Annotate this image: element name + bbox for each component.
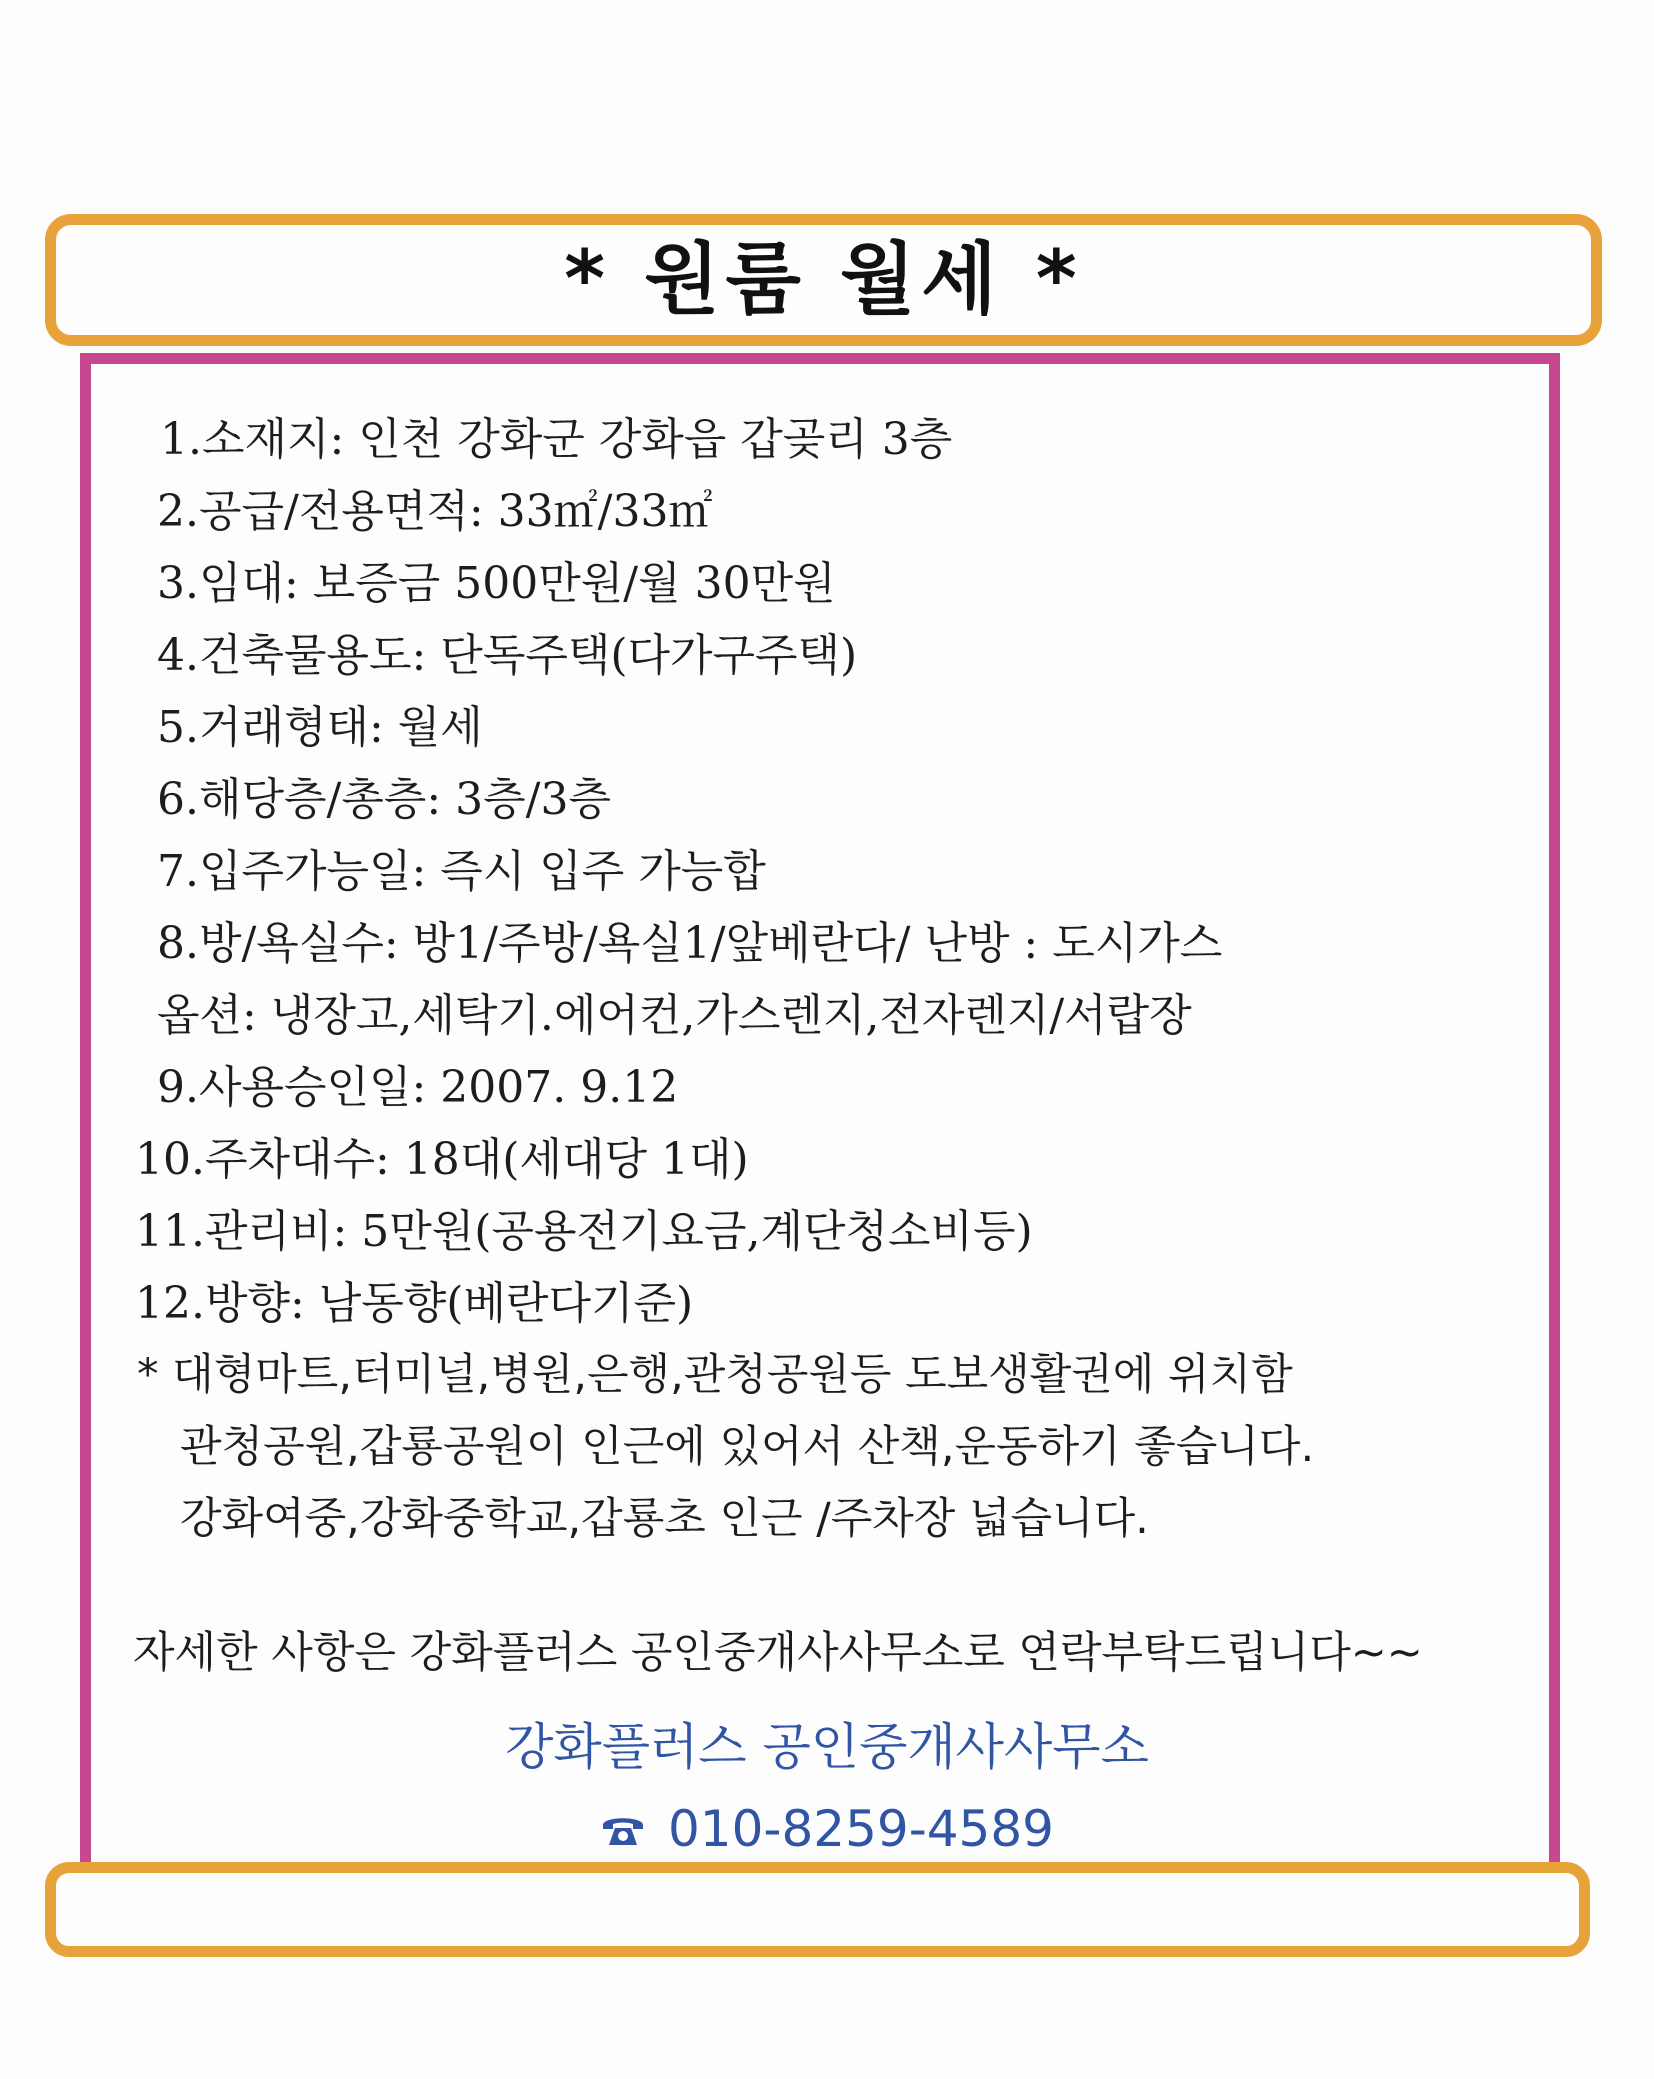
item-building-use: 4.건축물용도: 단독주택(다가구주택) <box>157 630 858 681</box>
item-area: 2.공급/전용면적: 33㎡/33㎡ <box>157 486 713 537</box>
item-approval-date: 9.사용승인일: 2007. 9.12 <box>157 1062 679 1113</box>
item-move-in: 7.입주가능일: 즉시 입주 가능합 <box>157 846 766 897</box>
item-options: 옵션: 냉장고,세탁기.에어컨,가스렌지,전자렌지/서랍장 <box>157 990 1192 1041</box>
item-maintenance-fee: 11.관리비: 5만원(공용전기요금,계단청소비등) <box>135 1206 1033 1257</box>
phone-line <box>0 1800 1654 1858</box>
item-rooms: 8.방/욕실수: 방1/주방/욕실1/앞베란다/ 난방 : 도시가스 <box>157 918 1223 969</box>
bottom-banner <box>45 1862 1590 1957</box>
item-parking: 10.주차대수: 18대(세대당 1대) <box>135 1134 749 1185</box>
closing-text: 자세한 사항은 강화플러스 공인중개사사무소로 연락부탁드립니다~~ <box>133 1628 1423 1678</box>
note-schools: 강화여중,강화중학교,갑룡초 인근 /주차장 넓습니다. <box>180 1494 1149 1544</box>
note-parks: 관청공원,갑룡공원이 인근에 있어서 산책,운동하기 좋습니다. <box>180 1422 1315 1472</box>
page-title: * 원룸 월세 * <box>564 235 1083 325</box>
item-deal-type: 5.거래형태: 월세 <box>157 702 483 753</box>
item-floor: 6.해당층/총층: 3층/3층 <box>157 774 611 825</box>
item-direction: 12.방향: 남동향(베란다기준) <box>135 1278 694 1329</box>
item-location: 1.소재지: 인천 강화군 강화읍 갑곶리 3층 <box>160 414 953 465</box>
item-rent: 3.임대: 보증금 500만원/월 30만원 <box>157 558 836 609</box>
telephone-icon <box>600 1812 646 1848</box>
title-banner <box>45 214 1602 346</box>
phone-number[interactable]: 010-8259-4589 <box>667 1800 1054 1858</box>
note-location: * 대형마트,터미널,병원,은행,관청공원등 도보생활권에 위치함 <box>137 1350 1293 1400</box>
office-name: 강화플러스 공인중개사사무소 <box>505 1718 1149 1776</box>
